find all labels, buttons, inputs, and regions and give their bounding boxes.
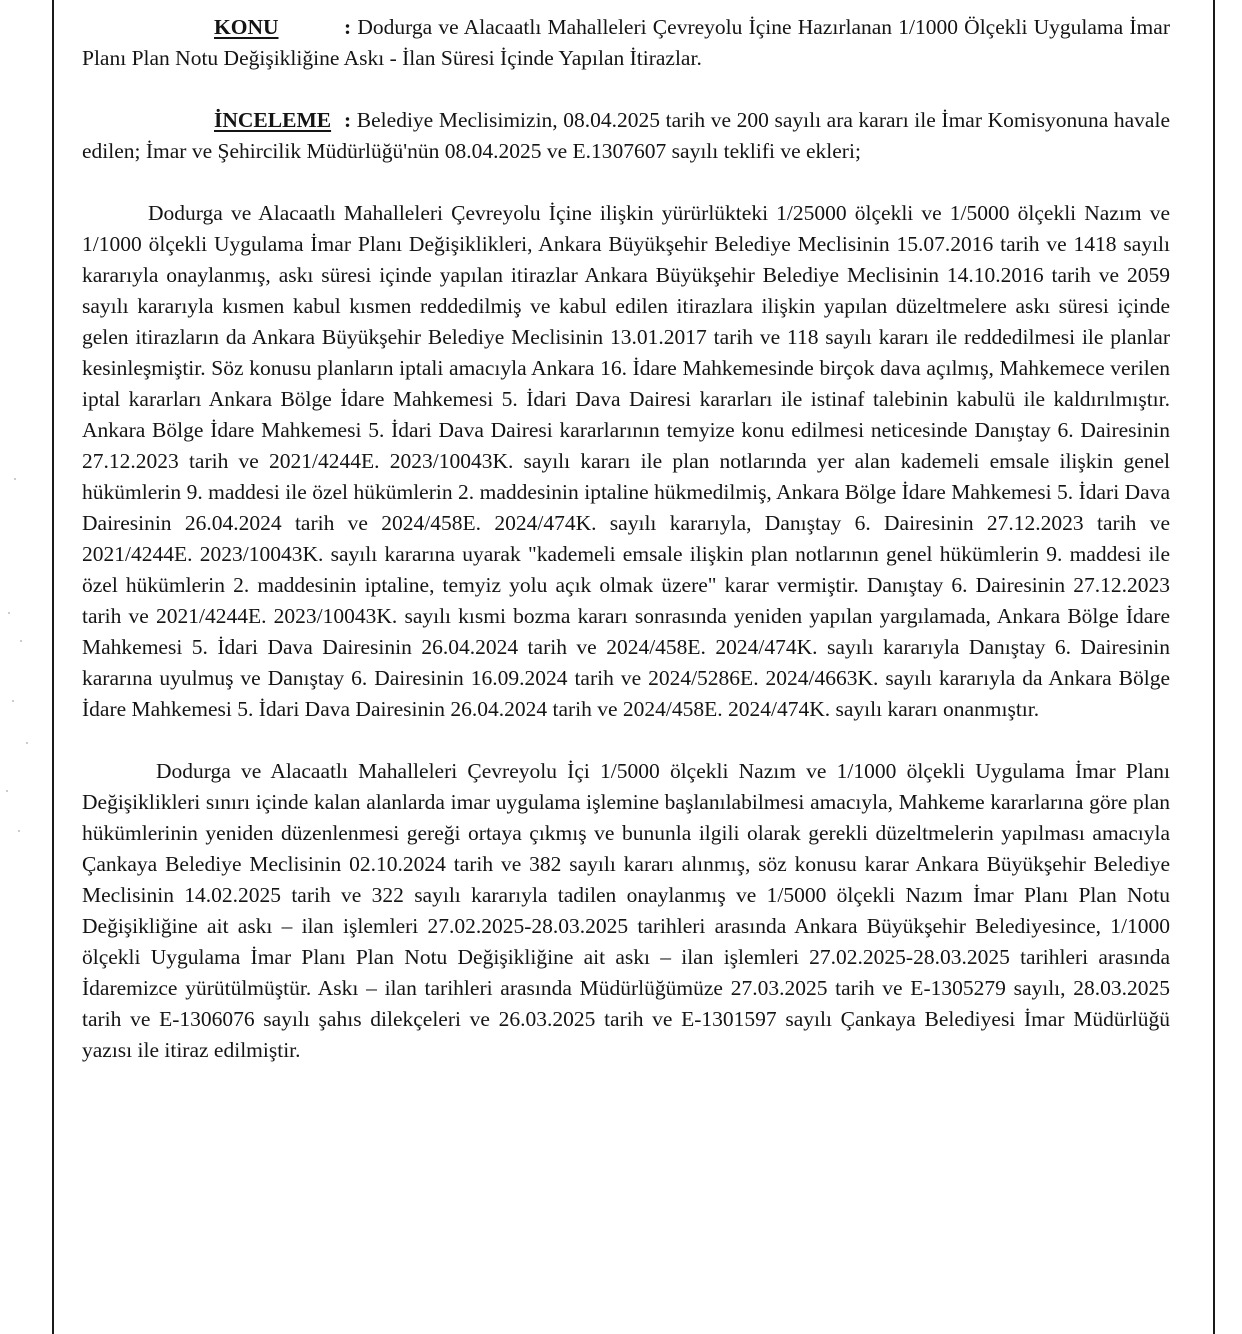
scan-speck (8, 612, 10, 614)
inceleme-section (82, 105, 1170, 167)
inceleme-label: İNCELEME (214, 108, 332, 132)
scan-speck (20, 640, 22, 642)
scan-speck (26, 742, 28, 744)
konu-section (82, 12, 1170, 74)
scan-speck (14, 478, 16, 480)
body-paragraph: Dodurga ve Alacaatlı Mahalleleri Çevreyolu İçine ilişkin yürürlükteki 1/25000 ölçekli ve 1/5000 ölçekli Nazım ve 1/1000 ölçekli Uygulama İmar Planı Değişiklikleri, Ankara Büyükşehir Belediye Meclisinin 15.07.2016 tarih ve 1418 sayılı kararıyla onaylanmış, askı süresi içinde yapılan itirazlar Ankara Büyükşehir Belediye Meclisinin 14.10.2016 tarih ve 2059 sayılı kararıyla kısmen kabul kısmen reddedilmiş ve kabul edilen itirazlara ilişkin yapılan düzeltmelere askı süresi içinde gelen itirazların da Ankara Büyükşehir Belediye Meclisinin 13.01.2017 tarih ve 118 sayılı kararı ile reddedilmesi ile planlar kesinleşmiştir. Söz konusu planların iptali amacıyla Ankara 16. İdare Mahkemesinde birçok dava açılmış, Mahkemece verilen iptal kararları Ankara Bölge İdare Mahkemesi 5. İdari Dava Dairesi kararları ile istinaf talebinin kabulü ile kaldırılmıştır. Ankara Bölge İdare Mahkemesi 5. İdari Dava Dairesi kararlarının temyize konu edilmesi neticesinde Danıştay 6. Dairesinin 27.12.2023 tarih ve 2021/4244E. 2023/10043K. sayılı kararı ile plan notlarında yer alan kademeli emsale ilişkin genel hükümlerin 9. maddesi ile özel hükümlerin 2. maddesinin iptaline hükmedilmiş, Ankara Bölge İdare Mahkemesi 5. İdari Dava Dairesinin 26.04.2024 tarih ve 2024/458E. 2024/474K. sayılı kararıyla, Danıştay 6. Dairesinin 27.12.2023 tarih ve 2021/4244E. 2023/10043K. sayılı kararına uyarak "kademeli emsale ilişkin plan notlarının genel hükümlerin 9. maddesi ile özel hükümlerin 2. maddesinin iptaline, temyiz yolu açık olmak üzere" karar vermiştir. Danıştay 6. Dairesinin 27.12.2023 tarih ve 2021/4244E. 2023/10043K. sayılı kısmi bozma kararı sonrasında yeniden yapılan yargılamada, Ankara Bölge İdare Mahkemesi 5. İdari Dava Dairesinin 26.04.2024 tarih ve 2024/458E. 2024/474K. sayılı kararıyla Danıştay 6. Dairesinin kararına uyulmuş ve Danıştay 6. Dairesinin 16.09.2024 tarih ve 2024/5286E. 2024/4663K. sayılı kararıyla da Ankara Bölge İdare Mahkemesi 5. İdari Dava Dairesinin 26.04.2024 tarih ve 2024/458E. 2024/474K. sayılı kararı onanmıştır. (82, 201, 1170, 721)
body-paragraph: Dodurga ve Alacaatlı Mahalleleri Çevreyolu İçi 1/5000 ölçekli Nazım ve 1/1000 ölçekli Uygulama İmar Planı Değişiklikleri sınırı içinde kalan alanlarda imar uygulama işlemine başlanılabilmesi amacıyla, Mahkeme kararlarına göre plan hükümlerinin yeniden düzenlenmesi gereği ortaya çıkmış ve bununla ilgili olarak gerekli düzeltmelerin yapılması amacıyla Çankaya Belediye Meclisinin 02.10.2024 tarih ve 382 sayılı kararı alınmış, söz konusu karar Ankara Büyükşehir Belediye Meclisinin 14.02.2025 tarih ve 322 sayılı kararıyla tadilen onaylanmış ve 1/5000 ölçekli Nazım İmar Planı Plan Notu Değişikliğine ait askı – ilan işlemleri 27.02.2025-28.03.2025 tarihleri arasında Ankara Büyükşehir Belediyesince, 1/1000 ölçekli Uygulama İmar Planı Plan Notu Değişikliğine ait askı – ilan işlemleri 27.02.2025-28.03.2025 tarihleri arasında İdaremizce yürütülmüştür. Askı – ilan tarihleri arasında Müdürlüğümüze 27.03.2025 tarih ve E-1305279 sayılı, 28.03.2025 tarih ve E-1306076 sayılı şahıs dilekçeleri ve 26.03.2025 tarih ve E-1301597 sayılı Çankaya Belediyesi İmar Müdürlüğü yazısı ile itiraz edilmiştir. (82, 759, 1170, 1062)
konu-separator: : (344, 15, 352, 39)
scan-speck (18, 830, 20, 832)
scan-speck (6, 790, 8, 792)
document-body (82, 12, 1170, 1066)
inceleme-separator: : (344, 108, 352, 132)
konu-text: Dodurga ve Alacaatlı Mahalleleri Çevreyolu İçine Hazırlanan 1/1000 Ölçekli Uygulama İmar Planı Plan Notu Değişikliğine Askı - İlan Süresi İçinde Yapılan İtirazlar. (82, 15, 1170, 70)
scan-speck (12, 700, 14, 702)
konu-label: KONU (214, 15, 279, 39)
inceleme-text: Belediye Meclisimizin, 08.04.2025 tarih ve 200 sayılı ara kararı ile İmar Komisyonuna havale edilen; İmar ve Şehircilik Müdürlüğü'nün 08.04.2025 ve E.1307607 sayılı teklifi ve ekleri; (82, 108, 1170, 163)
